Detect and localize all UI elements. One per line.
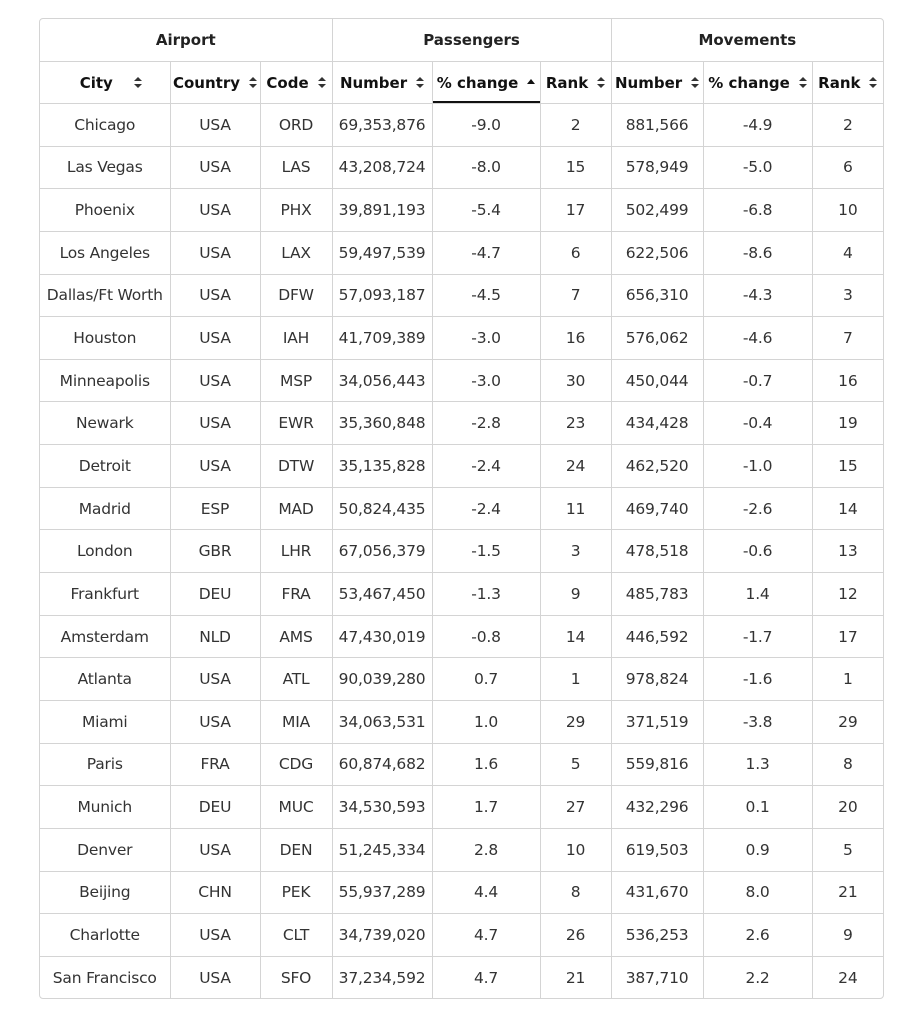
cell-code: MAD	[260, 487, 332, 530]
cell-movements-number: 469,740	[611, 487, 703, 530]
column-header-movements-number[interactable]	[611, 62, 703, 104]
table-row	[40, 317, 883, 360]
cell-passengers-change: 0.7	[432, 658, 540, 701]
table-row	[40, 956, 883, 998]
cell-passengers-rank: 27	[540, 786, 611, 829]
cell-country: ESP	[170, 487, 260, 530]
cell-movements-change: -4.6	[703, 317, 812, 360]
cell-city: Los Angeles	[40, 231, 170, 274]
cell-movements-change: -5.0	[703, 146, 812, 189]
cell-movements-number: 978,824	[611, 658, 703, 701]
cell-passengers-number: 41,709,389	[332, 317, 432, 360]
cell-code: PEK	[260, 871, 332, 914]
group-header-row	[40, 19, 883, 62]
cell-city: Amsterdam	[40, 615, 170, 658]
cell-movements-change: 1.4	[703, 573, 812, 616]
cell-movements-change: -2.6	[703, 487, 812, 530]
cell-movements-change: 1.3	[703, 743, 812, 786]
cell-passengers-rank: 17	[540, 189, 611, 232]
column-label-passengers-rank: Rank	[545, 73, 589, 92]
cell-country: USA	[170, 658, 260, 701]
cell-passengers-rank: 6	[540, 231, 611, 274]
table-row	[40, 658, 883, 701]
table-row	[40, 743, 883, 786]
table-row	[40, 786, 883, 829]
cell-movements-rank: 7	[812, 317, 883, 360]
sort-icon	[691, 77, 699, 88]
cell-movements-number: 371,519	[611, 700, 703, 743]
table-row	[40, 104, 883, 147]
cell-passengers-rank: 16	[540, 317, 611, 360]
cell-passengers-change: 1.0	[432, 700, 540, 743]
cell-movements-number: 502,499	[611, 189, 703, 232]
cell-movements-change: 0.1	[703, 786, 812, 829]
cell-code: LAX	[260, 231, 332, 274]
cell-movements-number: 462,520	[611, 445, 703, 488]
cell-city: San Francisco	[40, 956, 170, 998]
cell-passengers-change: -3.0	[432, 359, 540, 402]
cell-movements-change: 2.6	[703, 914, 812, 957]
cell-movements-change: -0.6	[703, 530, 812, 573]
column-label-movements-number: Number	[614, 73, 683, 92]
sort-ascending-icon	[527, 79, 535, 84]
table-row	[40, 146, 883, 189]
group-header-movements: Movements	[611, 19, 883, 62]
cell-passengers-change: 2.8	[432, 828, 540, 871]
cell-passengers-change: -1.5	[432, 530, 540, 573]
column-header-movements-change[interactable]	[703, 62, 812, 104]
cell-passengers-change: -2.8	[432, 402, 540, 445]
cell-movements-rank: 15	[812, 445, 883, 488]
cell-movements-rank: 24	[812, 956, 883, 998]
cell-movements-change: 8.0	[703, 871, 812, 914]
cell-code: MIA	[260, 700, 332, 743]
cell-code: DEN	[260, 828, 332, 871]
column-header-movements-rank[interactable]	[812, 62, 883, 104]
cell-city: Munich	[40, 786, 170, 829]
cell-movements-rank: 9	[812, 914, 883, 957]
table-row	[40, 871, 883, 914]
cell-passengers-change: -8.0	[432, 146, 540, 189]
cell-city: Atlanta	[40, 658, 170, 701]
cell-passengers-change: -4.5	[432, 274, 540, 317]
cell-passengers-rank: 14	[540, 615, 611, 658]
cell-passengers-number: 34,056,443	[332, 359, 432, 402]
sort-icon	[799, 77, 807, 88]
cell-movements-rank: 13	[812, 530, 883, 573]
cell-movements-change: -4.3	[703, 274, 812, 317]
cell-movements-number: 450,044	[611, 359, 703, 402]
column-header-passengers-number[interactable]	[332, 62, 432, 104]
cell-code: ORD	[260, 104, 332, 147]
cell-code: LAS	[260, 146, 332, 189]
cell-movements-number: 622,506	[611, 231, 703, 274]
cell-passengers-rank: 2	[540, 104, 611, 147]
cell-passengers-change: -2.4	[432, 445, 540, 488]
cell-movements-rank: 19	[812, 402, 883, 445]
cell-city: Madrid	[40, 487, 170, 530]
table-row	[40, 573, 883, 616]
cell-movements-change: -1.6	[703, 658, 812, 701]
cell-code: IAH	[260, 317, 332, 360]
group-header-airport: Airport	[40, 19, 332, 62]
cell-movements-change: -3.8	[703, 700, 812, 743]
table-row	[40, 487, 883, 530]
cell-passengers-number: 53,467,450	[332, 573, 432, 616]
column-label-city: City	[79, 73, 113, 92]
cell-movements-change: -0.4	[703, 402, 812, 445]
cell-passengers-number: 57,093,187	[332, 274, 432, 317]
cell-passengers-number: 60,874,682	[332, 743, 432, 786]
column-header-city[interactable]	[40, 62, 170, 104]
cell-passengers-rank: 10	[540, 828, 611, 871]
cell-passengers-rank: 24	[540, 445, 611, 488]
cell-movements-change: -6.8	[703, 189, 812, 232]
cell-movements-number: 431,670	[611, 871, 703, 914]
cell-passengers-change: -4.7	[432, 231, 540, 274]
cell-city: Minneapolis	[40, 359, 170, 402]
cell-passengers-number: 59,497,539	[332, 231, 432, 274]
cell-code: SFO	[260, 956, 332, 998]
cell-movements-rank: 17	[812, 615, 883, 658]
cell-passengers-number: 55,937,289	[332, 871, 432, 914]
cell-passengers-number: 90,039,280	[332, 658, 432, 701]
cell-movements-number: 536,253	[611, 914, 703, 957]
cell-movements-number: 881,566	[611, 104, 703, 147]
table-row	[40, 445, 883, 488]
cell-passengers-change: -2.4	[432, 487, 540, 530]
cell-movements-change: -4.9	[703, 104, 812, 147]
cell-code: ATL	[260, 658, 332, 701]
sort-icon	[869, 77, 877, 88]
cell-passengers-rank: 8	[540, 871, 611, 914]
column-header-passengers-change[interactable]	[432, 62, 540, 104]
cell-movements-number: 619,503	[611, 828, 703, 871]
cell-country: USA	[170, 828, 260, 871]
cell-country: USA	[170, 700, 260, 743]
cell-passengers-change: 1.6	[432, 743, 540, 786]
airport-table	[40, 19, 883, 998]
cell-city: Paris	[40, 743, 170, 786]
column-label-movements-change: % change	[708, 73, 790, 92]
cell-city: Miami	[40, 700, 170, 743]
cell-movements-number: 446,592	[611, 615, 703, 658]
column-header-code[interactable]	[260, 62, 332, 104]
cell-passengers-number: 69,353,876	[332, 104, 432, 147]
table-row	[40, 828, 883, 871]
cell-passengers-change: -9.0	[432, 104, 540, 147]
cell-movements-change: 0.9	[703, 828, 812, 871]
table-row	[40, 615, 883, 658]
column-label-code: Code	[266, 73, 309, 92]
cell-movements-number: 478,518	[611, 530, 703, 573]
table-row	[40, 402, 883, 445]
cell-movements-rank: 16	[812, 359, 883, 402]
table-row	[40, 231, 883, 274]
cell-passengers-number: 39,891,193	[332, 189, 432, 232]
cell-city: London	[40, 530, 170, 573]
cell-passengers-rank: 1	[540, 658, 611, 701]
cell-passengers-change: 4.7	[432, 956, 540, 998]
cell-country: FRA	[170, 743, 260, 786]
cell-movements-number: 559,816	[611, 743, 703, 786]
cell-code: DFW	[260, 274, 332, 317]
sort-icon	[318, 77, 326, 88]
cell-passengers-rank: 29	[540, 700, 611, 743]
sort-icon	[416, 77, 424, 88]
cell-code: CLT	[260, 914, 332, 957]
cell-city: Houston	[40, 317, 170, 360]
cell-passengers-change: 4.7	[432, 914, 540, 957]
cell-movements-change: -0.7	[703, 359, 812, 402]
cell-passengers-number: 47,430,019	[332, 615, 432, 658]
table-row	[40, 914, 883, 957]
cell-movements-change: -8.6	[703, 231, 812, 274]
cell-passengers-change: 4.4	[432, 871, 540, 914]
cell-country: USA	[170, 359, 260, 402]
group-header-passengers: Passengers	[332, 19, 611, 62]
cell-country: CHN	[170, 871, 260, 914]
cell-movements-rank: 1	[812, 658, 883, 701]
cell-passengers-rank: 23	[540, 402, 611, 445]
cell-code: LHR	[260, 530, 332, 573]
column-header-row	[40, 62, 883, 104]
cell-country: USA	[170, 445, 260, 488]
cell-passengers-number: 35,360,848	[332, 402, 432, 445]
cell-country: USA	[170, 189, 260, 232]
cell-country: USA	[170, 317, 260, 360]
column-label-passengers-number: Number	[339, 73, 408, 92]
cell-country: USA	[170, 914, 260, 957]
table-body	[40, 104, 883, 999]
cell-movements-rank: 20	[812, 786, 883, 829]
cell-passengers-change: -3.0	[432, 317, 540, 360]
cell-movements-number: 432,296	[611, 786, 703, 829]
cell-passengers-change: -5.4	[432, 189, 540, 232]
cell-code: DTW	[260, 445, 332, 488]
cell-country: USA	[170, 231, 260, 274]
cell-passengers-number: 51,245,334	[332, 828, 432, 871]
cell-country: USA	[170, 274, 260, 317]
cell-country: USA	[170, 104, 260, 147]
column-label-country: Country	[172, 73, 241, 92]
cell-country: NLD	[170, 615, 260, 658]
cell-movements-number: 485,783	[611, 573, 703, 616]
table-row	[40, 189, 883, 232]
cell-passengers-rank: 7	[540, 274, 611, 317]
cell-movements-rank: 5	[812, 828, 883, 871]
cell-passengers-rank: 15	[540, 146, 611, 189]
cell-country: USA	[170, 146, 260, 189]
table-header	[40, 19, 883, 104]
cell-passengers-number: 34,739,020	[332, 914, 432, 957]
cell-passengers-number: 34,530,593	[332, 786, 432, 829]
cell-city: Newark	[40, 402, 170, 445]
cell-passengers-rank: 5	[540, 743, 611, 786]
cell-country: DEU	[170, 786, 260, 829]
column-header-country[interactable]	[170, 62, 260, 104]
cell-passengers-change: 1.7	[432, 786, 540, 829]
cell-passengers-number: 37,234,592	[332, 956, 432, 998]
table-row	[40, 700, 883, 743]
cell-country: DEU	[170, 573, 260, 616]
cell-movements-change: -1.7	[703, 615, 812, 658]
cell-movements-rank: 3	[812, 274, 883, 317]
cell-code: MUC	[260, 786, 332, 829]
cell-city: Las Vegas	[40, 146, 170, 189]
cell-passengers-number: 43,208,724	[332, 146, 432, 189]
cell-code: FRA	[260, 573, 332, 616]
cell-city: Frankfurt	[40, 573, 170, 616]
table-row	[40, 530, 883, 573]
cell-code: CDG	[260, 743, 332, 786]
cell-passengers-rank: 21	[540, 956, 611, 998]
cell-movements-number: 434,428	[611, 402, 703, 445]
cell-passengers-number: 50,824,435	[332, 487, 432, 530]
cell-city: Dallas/Ft Worth	[40, 274, 170, 317]
airport-table-container	[39, 18, 884, 999]
cell-passengers-rank: 11	[540, 487, 611, 530]
cell-city: Detroit	[40, 445, 170, 488]
cell-movements-rank: 10	[812, 189, 883, 232]
cell-movements-rank: 2	[812, 104, 883, 147]
cell-movements-rank: 21	[812, 871, 883, 914]
cell-country: USA	[170, 956, 260, 998]
cell-passengers-rank: 9	[540, 573, 611, 616]
cell-city: Phoenix	[40, 189, 170, 232]
cell-passengers-number: 67,056,379	[332, 530, 432, 573]
column-header-passengers-rank[interactable]	[540, 62, 611, 104]
cell-code: AMS	[260, 615, 332, 658]
cell-code: EWR	[260, 402, 332, 445]
cell-passengers-change: -1.3	[432, 573, 540, 616]
cell-country: USA	[170, 402, 260, 445]
cell-movements-rank: 29	[812, 700, 883, 743]
cell-movements-number: 387,710	[611, 956, 703, 998]
cell-movements-change: 2.2	[703, 956, 812, 998]
cell-passengers-number: 34,063,531	[332, 700, 432, 743]
cell-movements-rank: 12	[812, 573, 883, 616]
cell-city: Chicago	[40, 104, 170, 147]
cell-movements-number: 578,949	[611, 146, 703, 189]
cell-movements-rank: 6	[812, 146, 883, 189]
table-row	[40, 274, 883, 317]
cell-country: GBR	[170, 530, 260, 573]
cell-movements-rank: 14	[812, 487, 883, 530]
sort-icon	[249, 77, 257, 88]
cell-passengers-rank: 26	[540, 914, 611, 957]
cell-city: Charlotte	[40, 914, 170, 957]
column-label-passengers-change: % change	[436, 73, 519, 92]
column-label-movements-rank: Rank	[818, 73, 861, 92]
cell-movements-rank: 4	[812, 231, 883, 274]
sort-icon	[597, 77, 605, 88]
cell-code: MSP	[260, 359, 332, 402]
cell-passengers-number: 35,135,828	[332, 445, 432, 488]
sort-icon	[134, 77, 142, 88]
cell-passengers-rank: 30	[540, 359, 611, 402]
cell-movements-number: 656,310	[611, 274, 703, 317]
cell-city: Denver	[40, 828, 170, 871]
cell-movements-rank: 8	[812, 743, 883, 786]
table-row	[40, 359, 883, 402]
cell-passengers-rank: 3	[540, 530, 611, 573]
cell-movements-change: -1.0	[703, 445, 812, 488]
cell-city: Beijing	[40, 871, 170, 914]
cell-passengers-change: -0.8	[432, 615, 540, 658]
cell-movements-number: 576,062	[611, 317, 703, 360]
cell-code: PHX	[260, 189, 332, 232]
